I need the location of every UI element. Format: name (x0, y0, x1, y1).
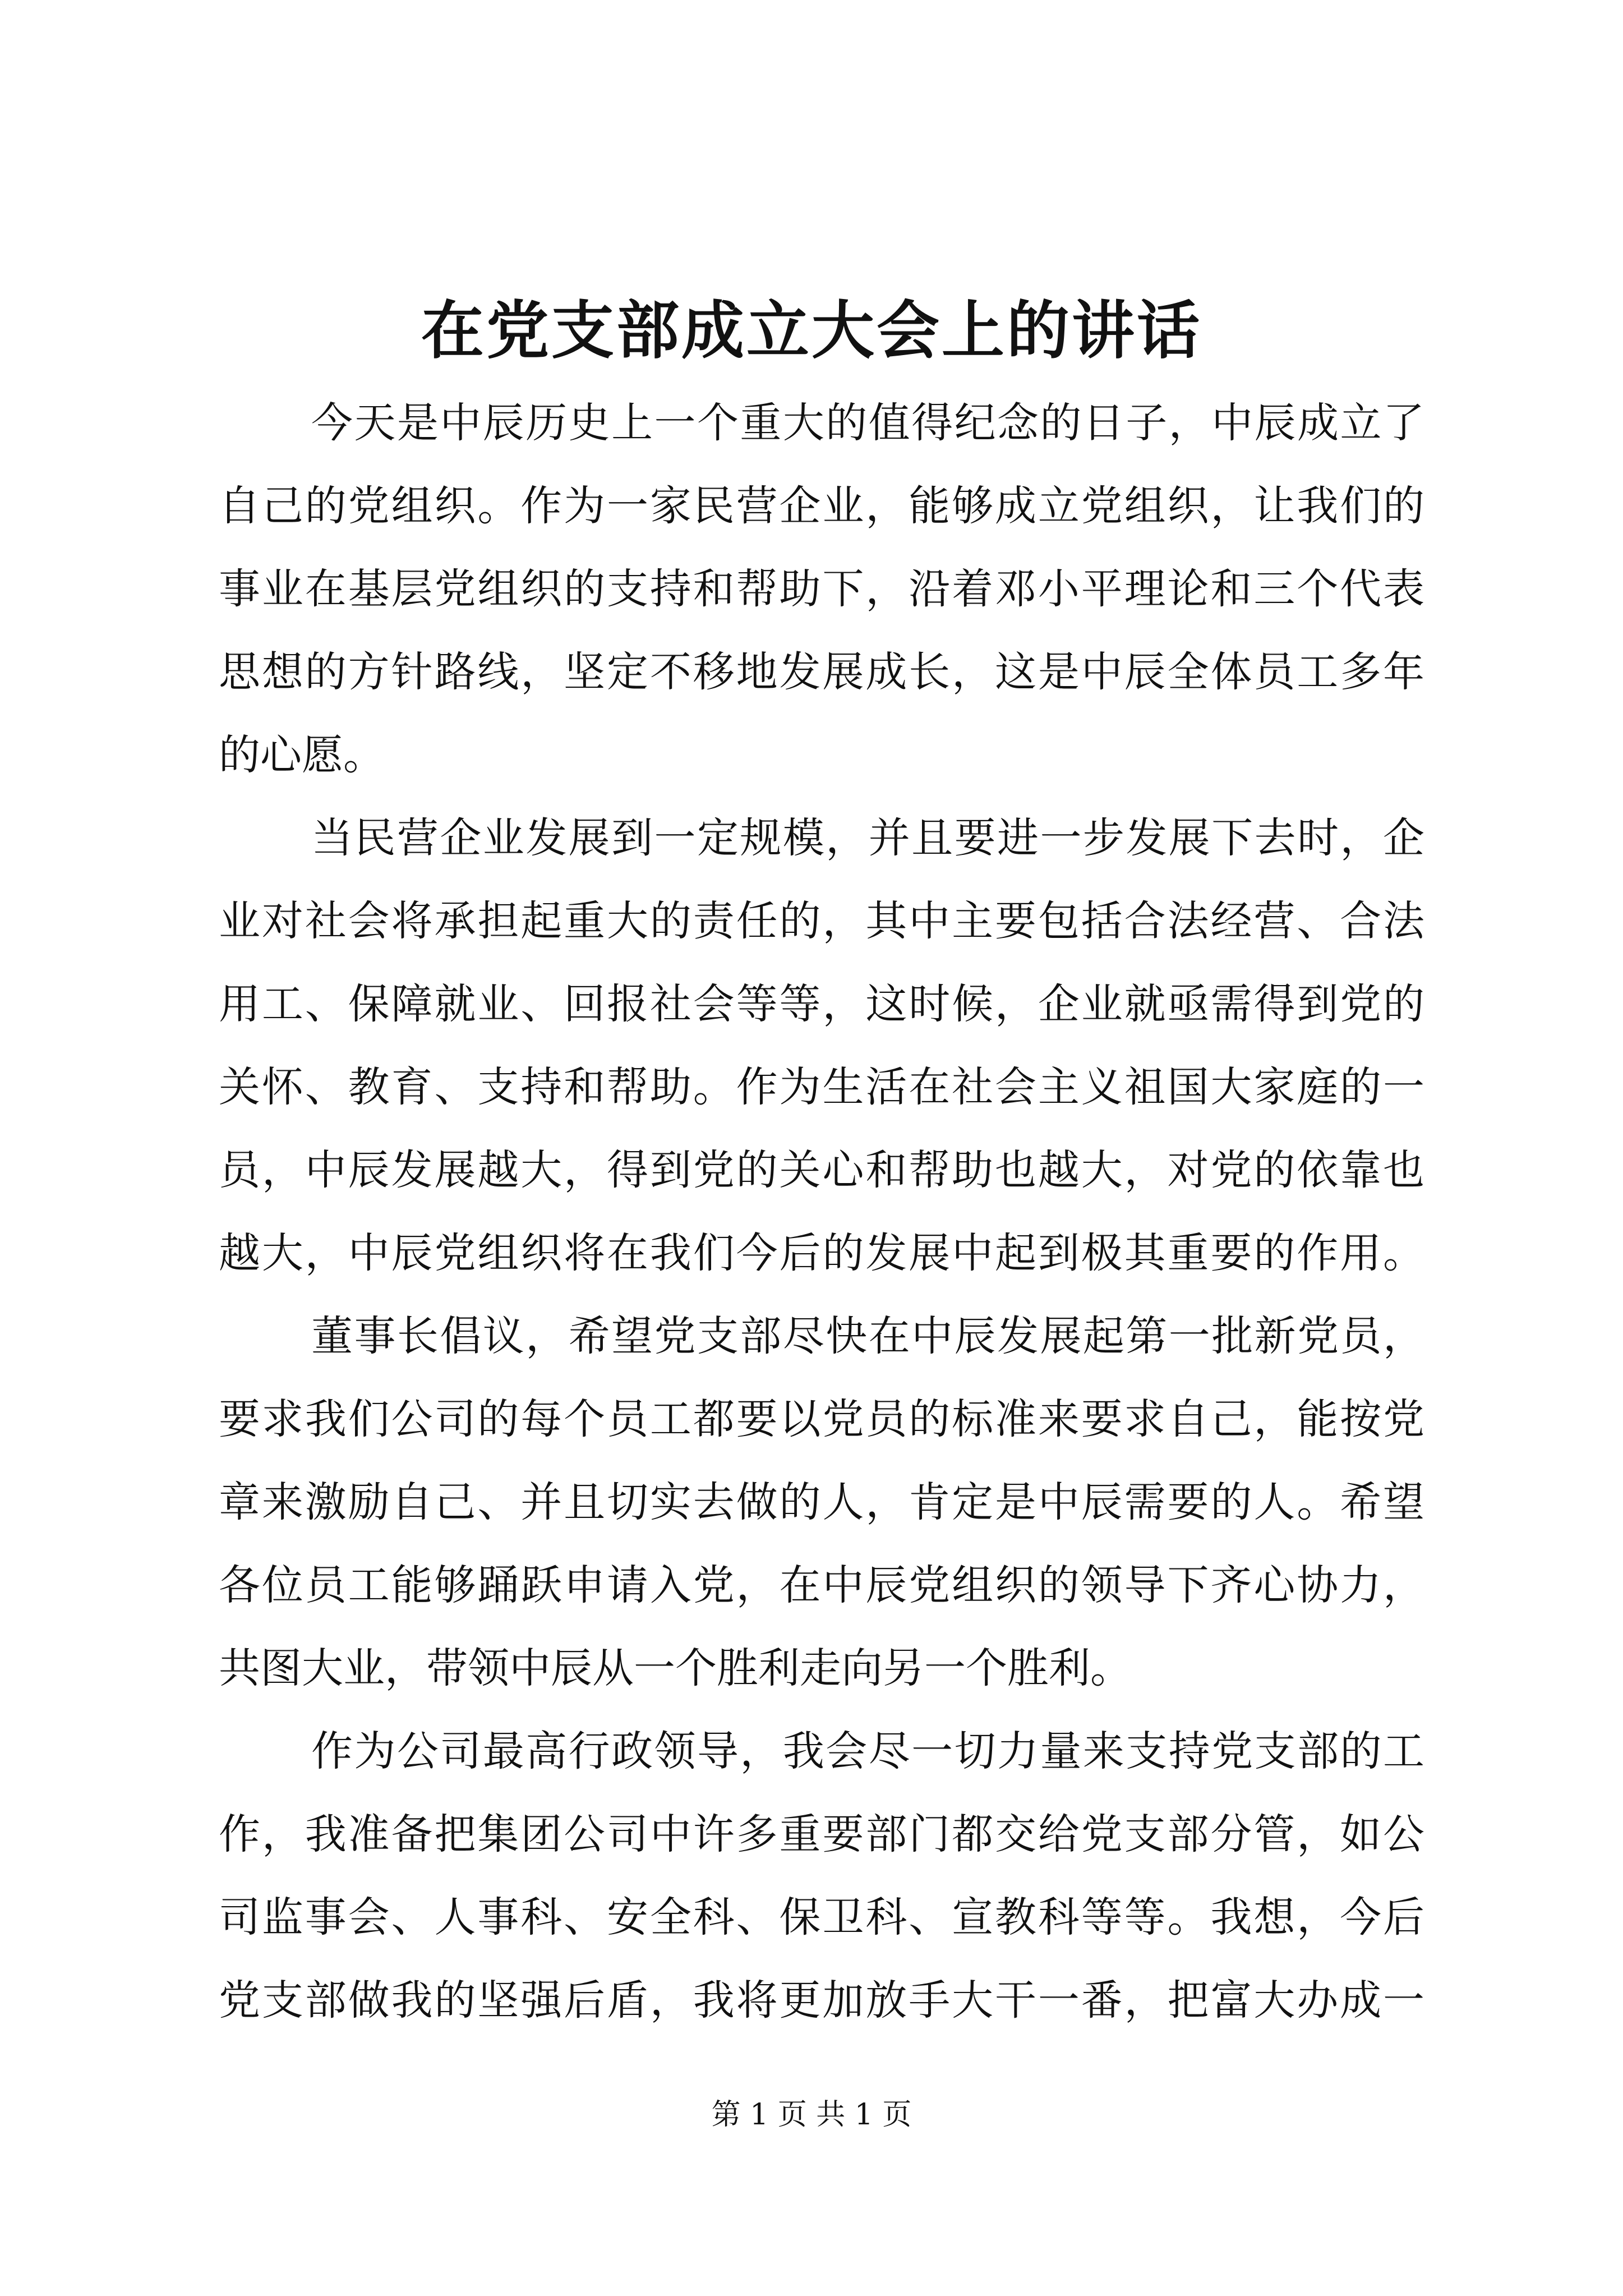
body-line: 要求我们公司的每个员工都要以党员的标准来要求自己，能按党 (219, 1395, 1424, 1443)
document-body (219, 381, 1424, 2042)
body-line: 司监事会、人事科、安全科、保卫科、宣教科等等。我想，今后 (219, 1893, 1424, 1941)
body-line: 员，中辰发展越大，得到党的关心和帮助也越大，对党的依靠也 (219, 1146, 1424, 1194)
body-line: 共图大业，带领中辰从一个胜利走向另一个胜利。 (219, 1644, 1132, 1692)
body-line: 党支部做我的坚强后盾，我将更加放手大干一番，把富大办成一 (219, 1976, 1424, 2024)
body-line: 当民营企业发展到一定规模，并且要进一步发展下去时，企 (311, 814, 1424, 862)
body-line: 各位员工能够踊跃申请入党，在中辰党组织的领导下齐心协力， (219, 1561, 1424, 1609)
body-line: 章来激励自己、并且切实去做的人，肯定是中辰需要的人。希望 (219, 1478, 1424, 1526)
body-line: 思想的方针路线，坚定不移地发展成长，这是中辰全体员工多年 (219, 648, 1424, 696)
body-line: 关怀、教育、支持和帮助。作为生活在社会主义祖国大家庭的一 (219, 1063, 1424, 1111)
body-line: 事业在基层党组织的支持和帮助下，沿着邓小平理论和三个代表 (219, 565, 1424, 613)
body-line: 今天是中辰历史上一个重大的值得纪念的日子，中辰成立了 (311, 399, 1424, 447)
body-line: 作，我准备把集团公司中许多重要部门都交给党支部分管，如公 (219, 1810, 1424, 1858)
body-line: 自己的党组织。作为一家民营企业，能够成立党组织，让我们的 (219, 482, 1424, 530)
body-line: 作为公司最高行政领导，我会尽一切力量来支持党支部的工 (311, 1727, 1424, 1775)
body-line: 的心愿。 (219, 731, 385, 779)
body-line: 董事长倡议，希望党支部尽快在中辰发展起第一批新党员， (311, 1312, 1424, 1360)
page-title: 在党支部成立大会上的讲话 (421, 294, 1202, 367)
body-line: 越大，中辰党组织将在我们今后的发展中起到极其重要的作用。 (219, 1229, 1424, 1277)
body-line: 业对社会将承担起重大的责任的，其中主要包括合法经营、合法 (219, 897, 1424, 945)
body-line: 用工、保障就业、回报社会等等，这时候，企业就亟需得到党的 (219, 980, 1424, 1028)
page-number: 第 1 页 共 1 页 (711, 2098, 912, 2132)
